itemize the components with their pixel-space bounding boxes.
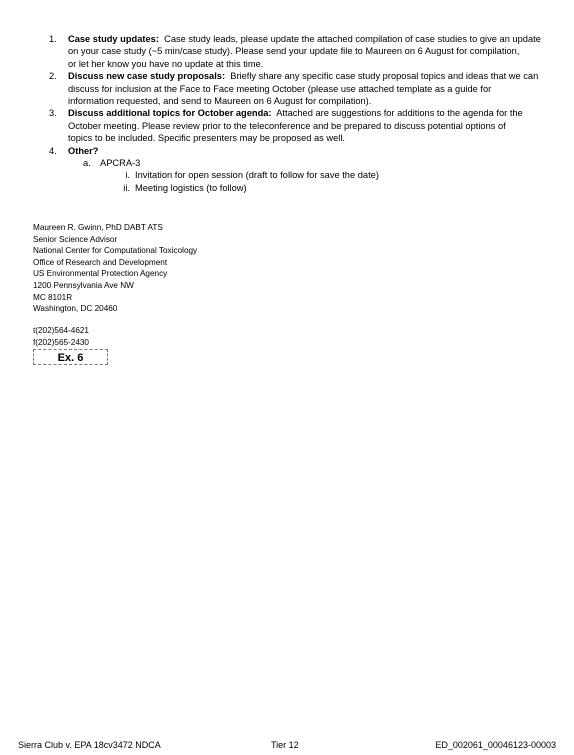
roman-numeral: ii. (123, 182, 130, 193)
signature-name: Maureen R. Gwinn, PhD DABT ATS (33, 223, 163, 232)
item-number: 3. (49, 108, 57, 119)
agenda-list (44, 33, 544, 194)
roman-numeral: i. (125, 170, 130, 181)
item-title: Other? (68, 145, 99, 156)
item-title: Case study updates: (68, 34, 159, 44)
agenda-item-case-study-updates (44, 33, 544, 70)
phone-number: t(202)564-4621 (33, 326, 89, 335)
signature-agency: US Environmental Protection Agency (33, 269, 168, 279)
signature-street: 1200 Pennsylvania Ave NW (33, 280, 134, 290)
item-text-line: discuss for inclusion at the Face to Face meeting October (please use attached template as a guide for (68, 83, 492, 94)
sub-sub-item-logistics (44, 182, 544, 194)
item-text-line: information requested, and send to Maureen on 6 August for compilation). (68, 96, 372, 107)
signature-office: Office of Research and Development (33, 257, 168, 267)
item-title: Discuss additional topics for October agenda: (68, 108, 272, 119)
item-title: Discuss new case study proposals: (68, 71, 226, 82)
item-number: 4. (49, 145, 57, 156)
item-text-line: October meeting. Please review prior to the teleconference and be prepared to discuss potential options of (68, 120, 506, 131)
item-text-line: Case study leads, please update the attached compilation of case studies to give an update (164, 34, 541, 44)
email-signature (33, 222, 197, 315)
item-text-line: Attached are suggestions for additions to the agenda for the (276, 108, 523, 119)
sub-sub-item-invitation (44, 169, 544, 181)
item-text-line: topics to be included. Specific presenters may be proposed as well. (68, 133, 345, 144)
item-number: 2. (49, 71, 57, 82)
sub-sub-item-text: Invitation for open session (draft to follow for save the date) (135, 170, 379, 181)
signature-city: Washington, DC 20460 (33, 304, 118, 314)
signature-mail-code: MC 8101R (33, 292, 73, 302)
signature-title: Senior Science Advisor (33, 234, 118, 244)
item-number: 1. (49, 34, 57, 44)
footer-tier: Tier 12 (271, 740, 299, 750)
contact-numbers (33, 325, 89, 348)
item-text-line: Briefly share any specific case study proposal topics and ideas that we can (230, 71, 539, 82)
fax-number: f(202)565-2430 (33, 337, 89, 347)
item-text-line: or let her know you have no update at this time. (68, 58, 264, 69)
sub-sub-item-text: Meeting logistics (to follow) (135, 182, 247, 193)
sub-item-apcra (44, 157, 544, 169)
agenda-item-other (44, 145, 544, 157)
agenda-item-october-topics (44, 107, 544, 144)
sub-item-letter: a. (83, 158, 91, 169)
item-text-line: on your case study (~5 min/case study). Please send your update file to Maureen on 6 August for compilation, (68, 46, 520, 57)
agenda-item-new-proposals (44, 70, 544, 107)
redaction-box: Ex. 6 (33, 349, 108, 365)
footer-bates: ED_002061_00046123-00003 (435, 740, 556, 750)
footer-case: Sierra Club v. EPA 18cv3472 NDCA (18, 740, 161, 750)
sub-item-text: APCRA-3 (100, 158, 141, 169)
signature-center: National Center for Computational Toxicology (33, 246, 198, 256)
